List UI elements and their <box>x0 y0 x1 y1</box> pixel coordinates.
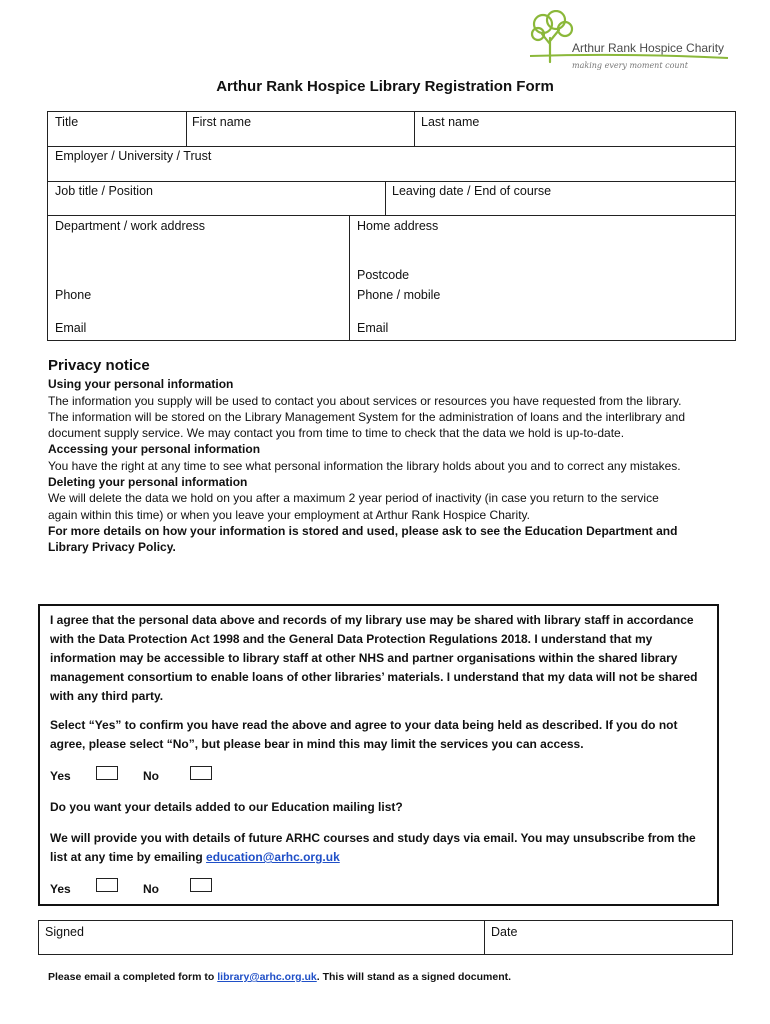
date-field[interactable]: Date <box>491 925 518 939</box>
title-field[interactable]: Title <box>55 115 79 129</box>
education-email-link[interactable]: education@arhc.org.uk <box>206 850 340 864</box>
deleting-info-text: We will delete the data we hold on you after a maximum 2 year period of inactivity (in case you return to the service again within this time) or when you leave your employment at Arthur Rank Hospice Charity. <box>48 491 659 522</box>
home-email-field[interactable]: Email <box>357 321 389 335</box>
mailing-yes-checkbox[interactable] <box>96 878 118 892</box>
library-email-link[interactable]: library@arhc.org.uk <box>217 971 317 983</box>
consent-no-label: No <box>143 769 159 783</box>
more-details-text: For more details on how your information is stored and used, please ask to see the Education Department and Library Privacy Policy. <box>48 523 678 555</box>
privacy-notice <box>48 358 688 556</box>
employer-field[interactable]: Employer / University / Trust <box>55 149 212 163</box>
consent-statement: I agree that the personal data above and records of my library use may be shared with library staff in accordance with the Data Protection Act 1998 and the General Data Protection Regulations 2018. I understand that my information may be accessible to library staff at other NHS and partner organisations within the shared library management consortium to enable loans of other libraries’ materials. I understand that my data will not be shared with any third party. <box>50 613 698 703</box>
privacy-heading: Privacy notice <box>48 357 150 374</box>
submission-instructions: Please email a completed form to library@arhc.org.uk. This will stand as a signed document. <box>48 971 512 983</box>
accessing-info-heading: Accessing your personal information <box>48 442 261 457</box>
phone-field[interactable]: Phone <box>55 288 92 302</box>
form-title: Arthur Rank Hospice Library Registration Form <box>216 78 554 95</box>
first-name-field[interactable]: First name <box>192 115 252 129</box>
logo-name: Arthur Rank Hospice Charity <box>572 41 725 55</box>
signed-field[interactable]: Signed <box>45 925 84 939</box>
last-name-field[interactable]: Last name <box>421 115 480 129</box>
work-email-field[interactable]: Email <box>55 321 87 335</box>
logo-tagline: making every moment count <box>572 61 688 70</box>
mailing-no-label: No <box>143 882 159 896</box>
using-info-text: The information you supply will be used to contact you about services or resources you have requested from the library. The information will be stored on the Library Management System for the administration of loans and the interlibrary and document supply service. We may contact you from time to time to check that the data we hold is up-to-date. <box>48 393 685 441</box>
deleting-info-heading: Deleting your personal information <box>48 475 248 490</box>
department-address-field[interactable]: Department / work address <box>55 219 206 233</box>
mailing-yes-label: Yes <box>50 882 71 896</box>
mailing-list-text: We will provide you with details of future ARHC courses and study days via email. You may unsubscribe from the list at any time by emailing education@arhc.org.uk <box>50 831 696 864</box>
mailing-list-question: Do you want your details added to our Education mailing list? <box>50 800 403 814</box>
mailing-no-checkbox[interactable] <box>190 878 212 892</box>
accessing-info-text: You have the right at any time to see what personal information the library holds about you and to correct any mistakes. <box>48 458 681 473</box>
job-title-field[interactable]: Job title / Position <box>55 184 153 198</box>
leaving-date-field[interactable]: Leaving date / End of course <box>392 184 552 198</box>
charity-logo <box>528 10 733 76</box>
postcode-field[interactable]: Postcode <box>357 268 410 282</box>
select-instructions: Select “Yes” to confirm you have read the above and agree to your data being held as described. If you do not agree, please select “No”, but please bear in mind this may limit the services you can access. <box>50 718 678 751</box>
consent-yes-checkbox[interactable] <box>96 766 118 780</box>
phone-mobile-field[interactable]: Phone / mobile <box>357 288 441 302</box>
consent-yes-label: Yes <box>50 769 71 783</box>
using-info-heading: Using your personal information <box>48 377 234 392</box>
home-address-field[interactable]: Home address <box>357 219 439 233</box>
consent-no-checkbox[interactable] <box>190 766 212 780</box>
